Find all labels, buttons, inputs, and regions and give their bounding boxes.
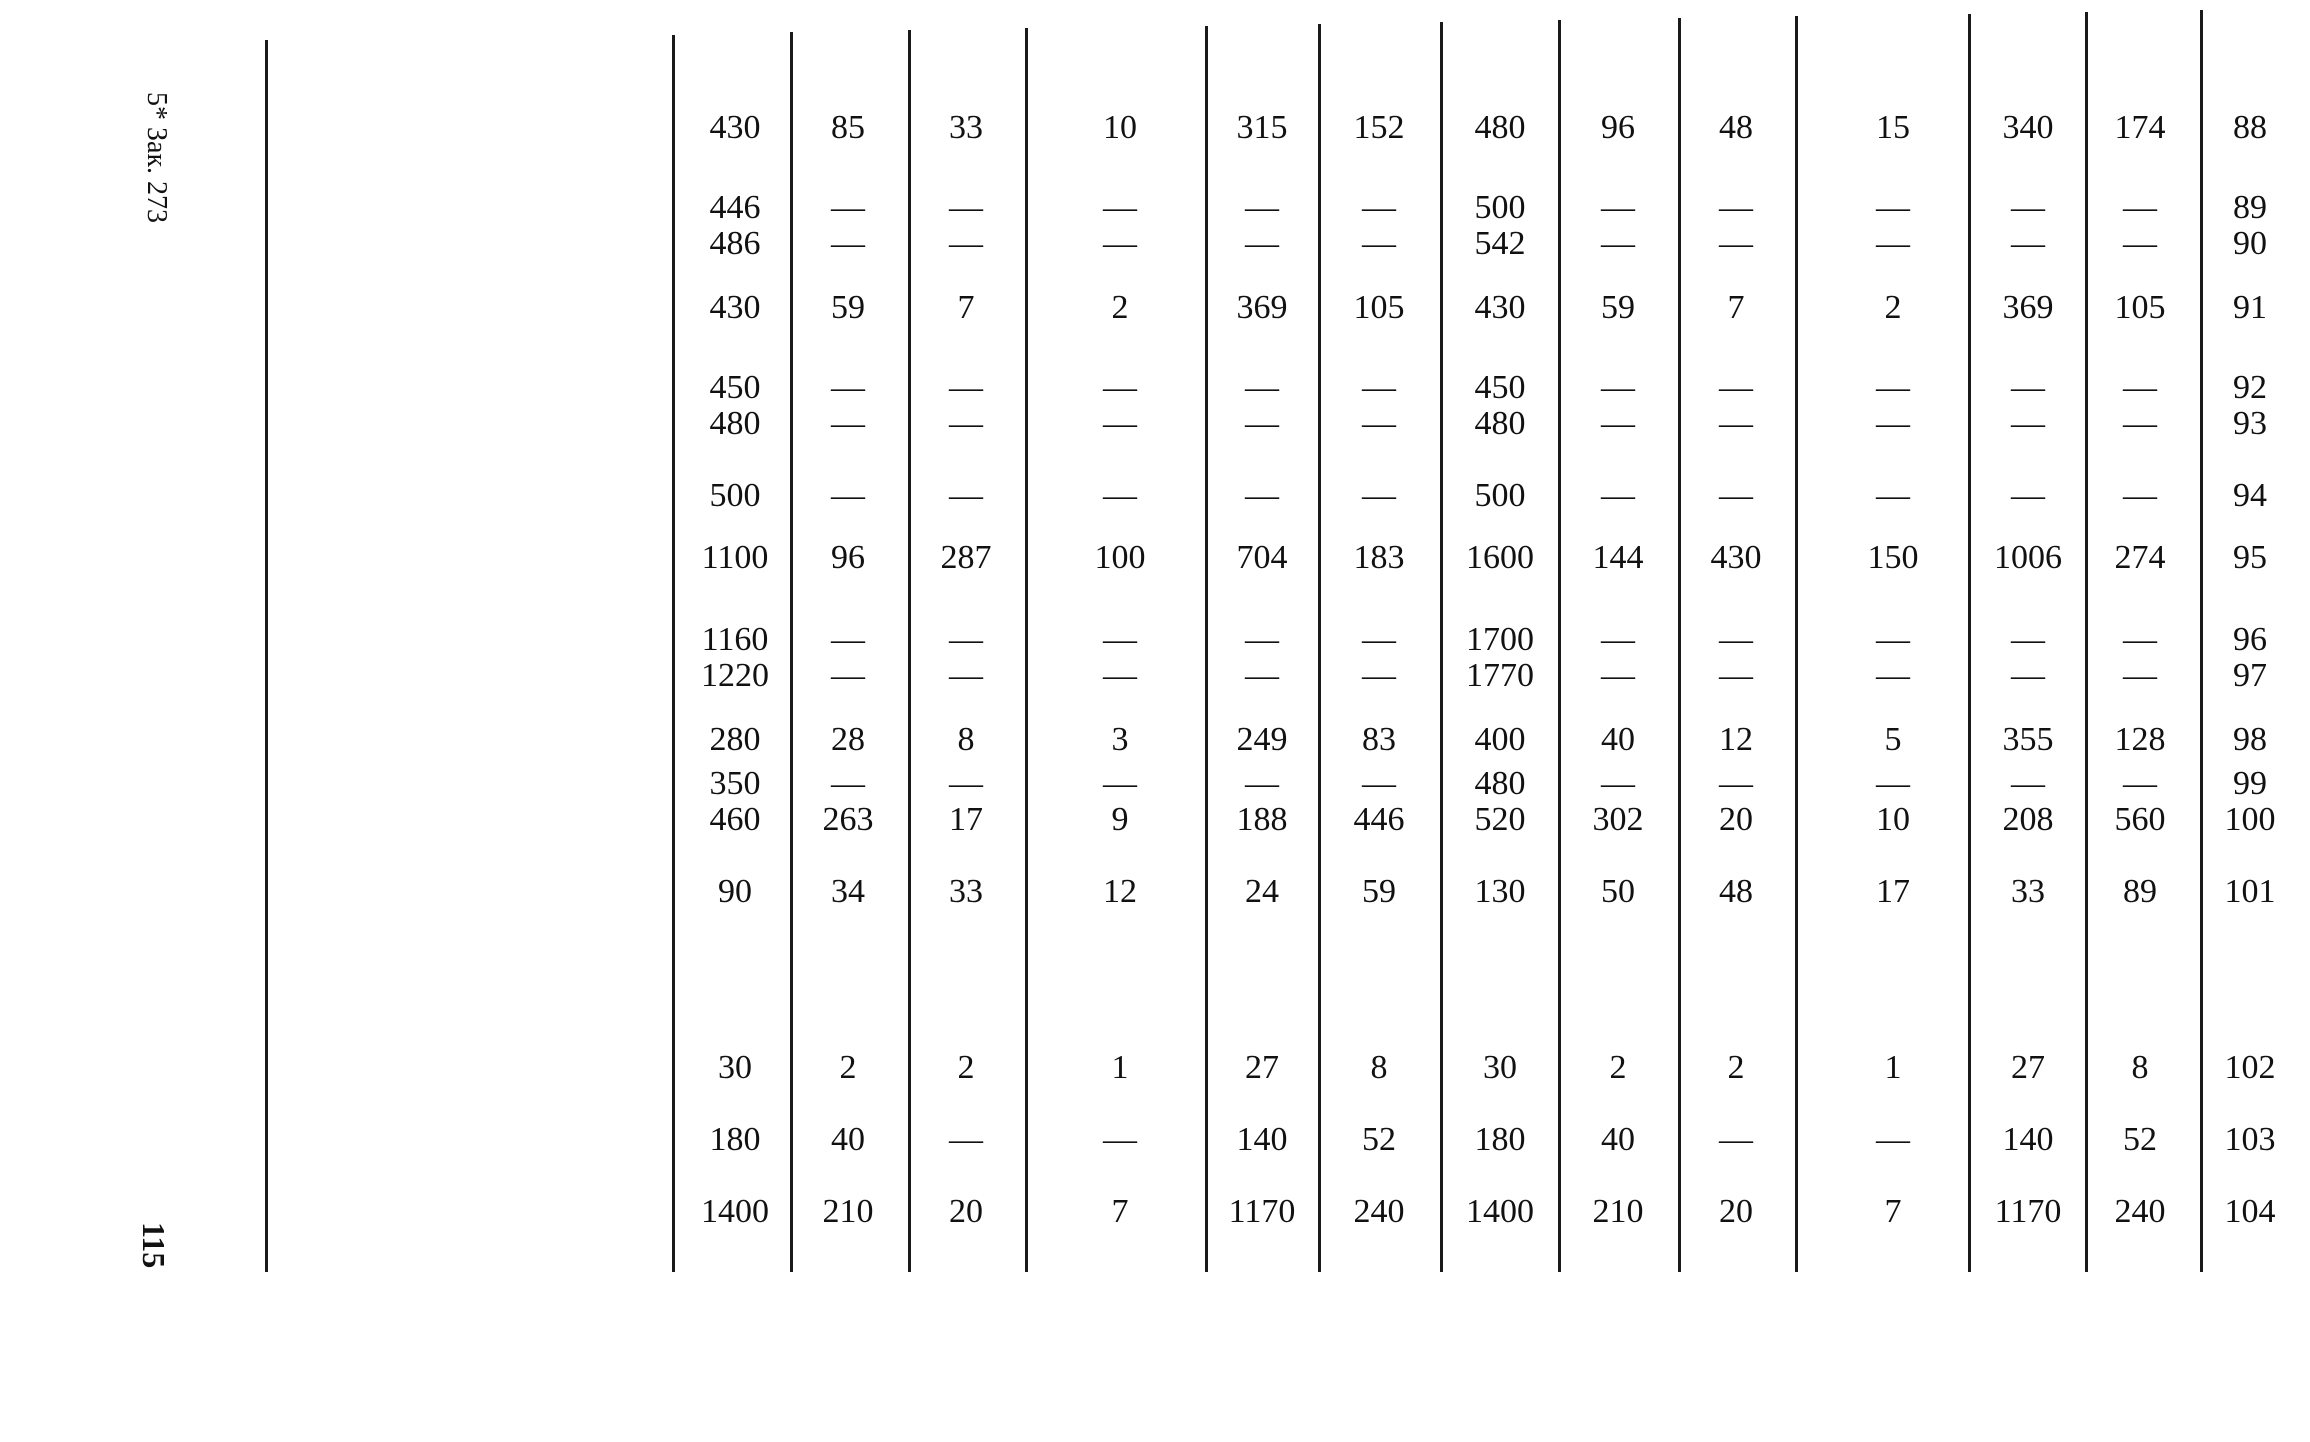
- value-cell: 355: [2002, 721, 2054, 758]
- value-cell: —: [2011, 477, 2045, 514]
- value-cell: —: [1601, 657, 1635, 694]
- value-cell: 52: [2123, 1121, 2157, 1158]
- value-cell: —: [831, 189, 865, 226]
- value-cell: 340: [2002, 109, 2054, 146]
- value-cell: 450: [709, 369, 761, 406]
- value-cell: —: [1719, 405, 1753, 442]
- value-cell: —: [1362, 405, 1396, 442]
- value-cell: —: [1876, 369, 1910, 406]
- value-cell: 83: [1362, 721, 1396, 758]
- value-cell: —: [1719, 477, 1753, 514]
- value-cell: —: [2123, 657, 2157, 694]
- value-cell: 59: [1601, 289, 1635, 326]
- value-cell: 486: [709, 225, 761, 262]
- value-cell: 400: [1474, 721, 1526, 758]
- value-cell: 7: [1884, 1193, 1902, 1230]
- value-cell: 27: [2011, 1049, 2045, 1086]
- value-cell: 302: [1592, 801, 1644, 838]
- value-cell: —: [1362, 369, 1396, 406]
- value-cell: 542: [1474, 225, 1526, 262]
- value-cell: —: [1719, 765, 1753, 802]
- value-cell: —: [2011, 225, 2045, 262]
- value-cell: —: [1103, 369, 1137, 406]
- value-cell: 140: [2002, 1121, 2054, 1158]
- value-cell: 480: [1474, 405, 1526, 442]
- value-cell: 1220: [701, 657, 769, 694]
- value-cell: 40: [1601, 1121, 1635, 1158]
- value-cell: —: [1362, 189, 1396, 226]
- value-cell: 89: [2123, 873, 2157, 910]
- value-cell: 30: [1483, 1049, 1517, 1086]
- value-cell: —: [1245, 225, 1279, 262]
- value-cell: —: [1876, 621, 1910, 658]
- value-cell: —: [1245, 369, 1279, 406]
- value-cell: 5: [1884, 721, 1902, 758]
- line-code-cell: 99: [2233, 765, 2267, 802]
- value-cell: 3: [1111, 721, 1129, 758]
- value-cell: 287: [940, 539, 992, 576]
- value-cell: 210: [822, 1193, 874, 1230]
- value-cell: 1400: [1466, 1193, 1534, 1230]
- value-cell: 40: [1601, 721, 1635, 758]
- value-cell: 48: [1719, 109, 1753, 146]
- value-cell: 183: [1353, 539, 1405, 576]
- value-cell: 446: [1353, 801, 1405, 838]
- value-cell: —: [1876, 765, 1910, 802]
- line-code-cell: 91: [2233, 289, 2267, 326]
- value-cell: —: [1245, 621, 1279, 658]
- value-cell: 2: [1727, 1049, 1745, 1086]
- value-cell: 1006: [1994, 539, 2062, 576]
- value-cell: —: [2123, 765, 2157, 802]
- value-cell: —: [2011, 405, 2045, 442]
- value-cell: —: [1103, 1121, 1137, 1158]
- value-cell: 280: [709, 721, 761, 758]
- value-cell: —: [949, 621, 983, 658]
- value-cell: —: [949, 477, 983, 514]
- value-cell: —: [1601, 405, 1635, 442]
- value-cell: —: [2011, 657, 2045, 694]
- value-cell: —: [1103, 189, 1137, 226]
- value-cell: 10: [1103, 109, 1137, 146]
- value-cell: 446: [709, 189, 761, 226]
- value-cell: —: [1103, 405, 1137, 442]
- line-code-cell: 88: [2233, 109, 2267, 146]
- value-cell: —: [1362, 477, 1396, 514]
- value-cell: —: [2011, 621, 2045, 658]
- value-cell: —: [2011, 369, 2045, 406]
- value-cell: 8: [1370, 1049, 1388, 1086]
- value-cell: 105: [2114, 289, 2166, 326]
- value-cell: 430: [709, 289, 761, 326]
- value-cell: 152: [1353, 109, 1405, 146]
- value-cell: 59: [1362, 873, 1396, 910]
- value-cell: 2: [957, 1049, 975, 1086]
- value-cell: 7: [957, 289, 975, 326]
- value-cell: —: [1362, 765, 1396, 802]
- value-cell: 210: [1592, 1193, 1644, 1230]
- value-cell: 500: [1474, 477, 1526, 514]
- value-cell: 8: [2131, 1049, 2149, 1086]
- value-cell: 9: [1111, 801, 1129, 838]
- value-cell: 33: [2011, 873, 2045, 910]
- line-code-cell: 95: [2233, 539, 2267, 576]
- value-cell: —: [831, 405, 865, 442]
- value-cell: —: [1362, 621, 1396, 658]
- value-cell: —: [949, 369, 983, 406]
- value-cell: —: [1876, 1121, 1910, 1158]
- value-cell: —: [1601, 189, 1635, 226]
- value-cell: 274: [2114, 539, 2166, 576]
- value-cell: 174: [2114, 109, 2166, 146]
- value-cell: 430: [1474, 289, 1526, 326]
- value-cell: 480: [1474, 765, 1526, 802]
- value-cell: 52: [1362, 1121, 1396, 1158]
- page-number: 115: [136, 1222, 172, 1269]
- value-cell: 450: [1474, 369, 1526, 406]
- value-cell: 369: [1236, 289, 1288, 326]
- value-cell: 263: [822, 801, 874, 838]
- value-cell: —: [2123, 189, 2157, 226]
- value-cell: —: [1876, 225, 1910, 262]
- value-cell: 1700: [1466, 621, 1534, 658]
- value-cell: 2: [1884, 289, 1902, 326]
- value-cell: 240: [1353, 1193, 1405, 1230]
- value-cell: 33: [949, 873, 983, 910]
- value-cell: —: [2011, 765, 2045, 802]
- value-cell: 140: [1236, 1121, 1288, 1158]
- value-cell: 59: [831, 289, 865, 326]
- value-cell: 144: [1592, 539, 1644, 576]
- value-cell: 27: [1245, 1049, 1279, 1086]
- value-cell: —: [949, 225, 983, 262]
- value-cell: —: [2123, 621, 2157, 658]
- value-cell: 48: [1719, 873, 1753, 910]
- value-cell: 28: [831, 721, 865, 758]
- value-cell: 460: [709, 801, 761, 838]
- value-cell: 1400: [701, 1193, 769, 1230]
- value-cell: 704: [1236, 539, 1288, 576]
- value-cell: 2: [1609, 1049, 1627, 1086]
- value-cell: —: [831, 765, 865, 802]
- order-note: 5* Зак. 273: [141, 92, 172, 224]
- value-cell: —: [1601, 369, 1635, 406]
- line-code-cell: 90: [2233, 225, 2267, 262]
- value-cell: —: [1103, 225, 1137, 262]
- value-cell: 105: [1353, 289, 1405, 326]
- line-code-cell: 89: [2233, 189, 2267, 226]
- value-cell: —: [1876, 189, 1910, 226]
- value-cell: 350: [709, 765, 761, 802]
- value-cell: 20: [949, 1193, 983, 1230]
- value-cell: —: [1719, 189, 1753, 226]
- value-cell: 20: [1719, 801, 1753, 838]
- value-cell: 430: [1710, 539, 1762, 576]
- value-cell: —: [831, 477, 865, 514]
- value-cell: 480: [709, 405, 761, 442]
- value-cell: 500: [1474, 189, 1526, 226]
- line-code-cell: 104: [2224, 1193, 2276, 1230]
- value-cell: 96: [831, 539, 865, 576]
- value-cell: —: [1719, 369, 1753, 406]
- value-cell: —: [831, 621, 865, 658]
- value-cell: —: [1876, 477, 1910, 514]
- value-cell: —: [949, 189, 983, 226]
- value-cell: —: [1245, 189, 1279, 226]
- value-cell: 33: [949, 109, 983, 146]
- value-cell: —: [1103, 621, 1137, 658]
- value-cell: —: [1601, 621, 1635, 658]
- value-cell: —: [1245, 765, 1279, 802]
- value-cell: —: [1876, 405, 1910, 442]
- line-code-cell: 100: [2224, 801, 2276, 838]
- value-cell: —: [2011, 189, 2045, 226]
- line-code-cell: 96: [2233, 621, 2267, 658]
- column-rule: [265, 40, 268, 1272]
- value-cell: —: [1245, 405, 1279, 442]
- value-cell: 2: [1111, 289, 1129, 326]
- value-cell: —: [831, 657, 865, 694]
- value-cell: 96: [1601, 109, 1635, 146]
- value-cell: 50: [1601, 873, 1635, 910]
- value-cell: —: [949, 765, 983, 802]
- line-code-cell: 102: [2224, 1049, 2276, 1086]
- value-cell: 2: [839, 1049, 857, 1086]
- value-cell: 369: [2002, 289, 2054, 326]
- value-cell: —: [949, 405, 983, 442]
- value-cell: 40: [831, 1121, 865, 1158]
- value-cell: —: [2123, 477, 2157, 514]
- value-cell: 560: [2114, 801, 2166, 838]
- value-cell: 188: [1236, 801, 1288, 838]
- value-cell: 520: [1474, 801, 1526, 838]
- value-cell: 249: [1236, 721, 1288, 758]
- value-cell: 24: [1245, 873, 1279, 910]
- value-cell: 208: [2002, 801, 2054, 838]
- value-cell: —: [1719, 657, 1753, 694]
- value-cell: 100: [1094, 539, 1146, 576]
- value-cell: —: [1103, 657, 1137, 694]
- line-code-cell: 92: [2233, 369, 2267, 406]
- value-cell: 20: [1719, 1193, 1753, 1230]
- line-code-cell: 98: [2233, 721, 2267, 758]
- value-cell: —: [831, 225, 865, 262]
- value-cell: 1160: [701, 621, 769, 658]
- value-cell: —: [1719, 621, 1753, 658]
- line-code-cell: 101: [2224, 873, 2276, 910]
- value-cell: —: [1601, 477, 1635, 514]
- value-cell: 1170: [1994, 1193, 2062, 1230]
- value-cell: —: [949, 657, 983, 694]
- value-cell: 12: [1103, 873, 1137, 910]
- value-cell: —: [1876, 657, 1910, 694]
- value-cell: 1: [1111, 1049, 1129, 1086]
- value-cell: 180: [709, 1121, 761, 1158]
- value-cell: 480: [1474, 109, 1526, 146]
- value-cell: 34: [831, 873, 865, 910]
- value-cell: 430: [709, 109, 761, 146]
- value-cell: 10: [1876, 801, 1910, 838]
- line-code-cell: 103: [2224, 1121, 2276, 1158]
- value-cell: —: [1362, 657, 1396, 694]
- value-cell: —: [1103, 765, 1137, 802]
- value-cell: 1770: [1466, 657, 1534, 694]
- value-cell: 1100: [701, 539, 769, 576]
- line-code-cell: 94: [2233, 477, 2267, 514]
- value-cell: —: [1719, 1121, 1753, 1158]
- value-cell: 7: [1727, 289, 1745, 326]
- value-cell: 500: [709, 477, 761, 514]
- line-code-cell: 93: [2233, 405, 2267, 442]
- value-cell: —: [1245, 477, 1279, 514]
- value-cell: —: [1719, 225, 1753, 262]
- value-cell: 180: [1474, 1121, 1526, 1158]
- value-cell: 15: [1876, 109, 1910, 146]
- value-cell: —: [1601, 765, 1635, 802]
- value-cell: 90: [718, 873, 752, 910]
- value-cell: 1: [1884, 1049, 1902, 1086]
- value-cell: 130: [1474, 873, 1526, 910]
- value-cell: —: [1245, 657, 1279, 694]
- value-cell: —: [1103, 477, 1137, 514]
- value-cell: 8: [957, 721, 975, 758]
- value-cell: 240: [2114, 1193, 2166, 1230]
- value-cell: 150: [1867, 539, 1919, 576]
- value-cell: —: [1362, 225, 1396, 262]
- value-cell: 17: [1876, 873, 1910, 910]
- value-cell: 1170: [1228, 1193, 1296, 1230]
- value-cell: 12: [1719, 721, 1753, 758]
- value-cell: 30: [718, 1049, 752, 1086]
- value-cell: 85: [831, 109, 865, 146]
- line-code-cell: 97: [2233, 657, 2267, 694]
- value-cell: —: [2123, 369, 2157, 406]
- value-cell: 128: [2114, 721, 2166, 758]
- value-cell: —: [831, 369, 865, 406]
- value-cell: —: [2123, 225, 2157, 262]
- value-cell: —: [2123, 405, 2157, 442]
- value-cell: —: [1601, 225, 1635, 262]
- value-cell: —: [949, 1121, 983, 1158]
- value-cell: 315: [1236, 109, 1288, 146]
- value-cell: 17: [949, 801, 983, 838]
- value-cell: 7: [1111, 1193, 1129, 1230]
- value-cell: 1600: [1466, 539, 1534, 576]
